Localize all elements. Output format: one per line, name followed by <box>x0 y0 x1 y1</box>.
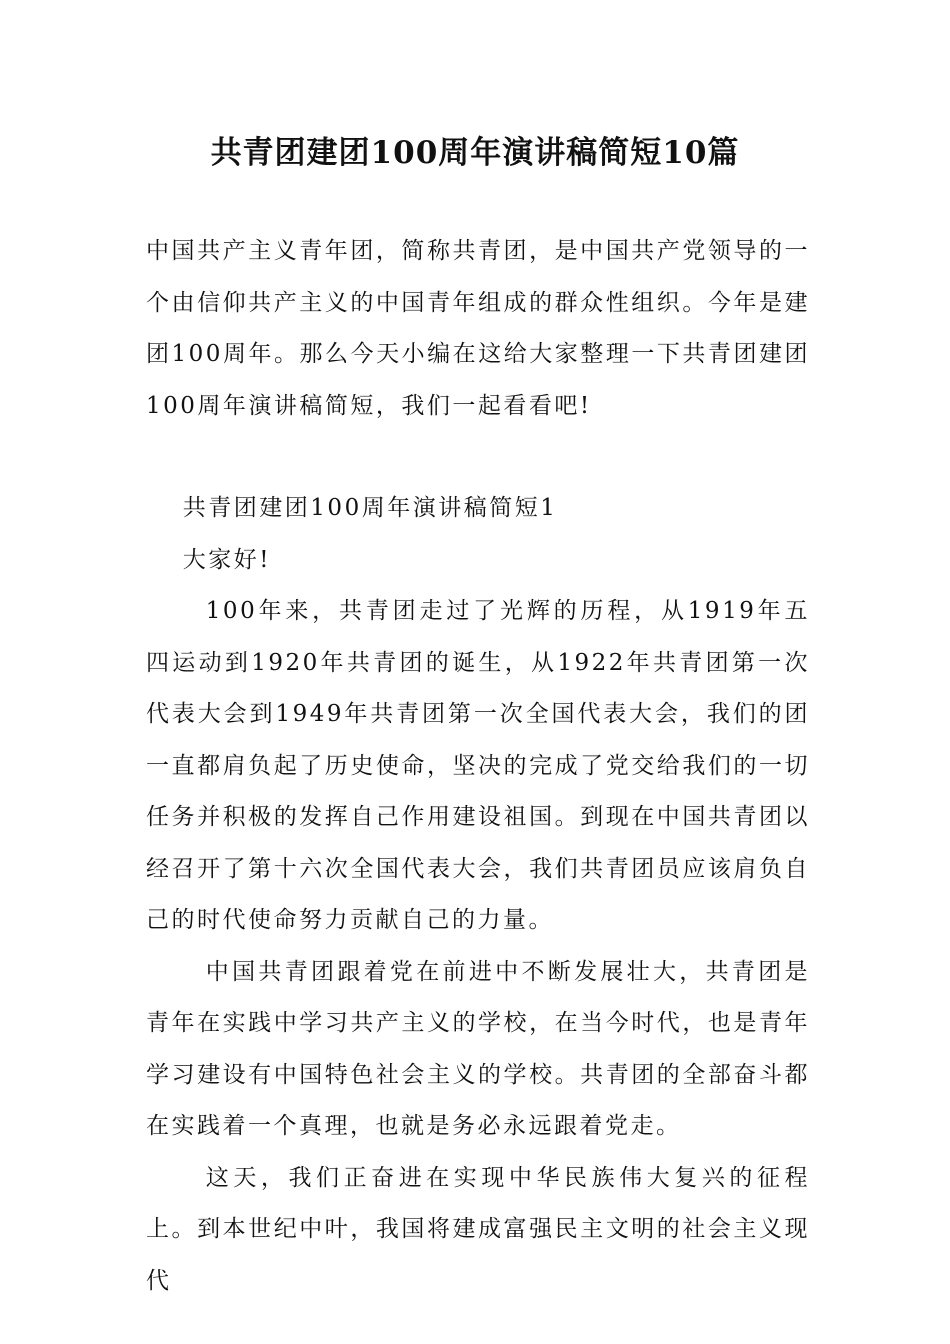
section-heading: 共青团建团100周年演讲稿简短1 <box>182 495 558 521</box>
intro-paragraph: 中国共产主义青年团，简称共青团，是中国共产党领导的一个由信仰共产主义的中国青年组成的群众性组织。今年是建团100周年。那么今天小编在这给大家整理一下共青团建团100周年演讲稿简短，我们一起看看吧! <box>146 238 810 419</box>
body-paragraph: 这天，我们正奋进在实现中华民族伟大复兴的征程上。到本世纪中叶，我国将建成富强民主文明的社会主义现代 <box>146 1164 810 1294</box>
document-body <box>146 226 810 1307</box>
body-paragraph: 100年来，共青团走过了光辉的历程，从1919年五四运动到1920年共青团的诞生，从1922年共青团第一次代表大会到1949年共青团第一次全国代表大会，我们的团一直都肩负起了历史使命，坚决的完成了党交给我们的一切任务并积极的发挥自己作用建设祖国。到现在中国共青团以经召开了第十六次全国代表大会，我们共青团员应该肩负自己的时代使命努力贡献自己的力量。 <box>146 598 810 933</box>
body-paragraph: 中国共青团跟着党在前进中不断发展壮大，共青团是青年在实践中学习共产主义的学校，在当今时代，也是青年学习建设有中国特色社会主义的学校。共青团的全部奋斗都在实践着一个真理，也就是务必永远跟着党走。 <box>146 958 810 1139</box>
document-title: 共青团建团100周年演讲稿简短10篇 <box>210 135 740 171</box>
greeting-paragraph: 大家好! <box>182 546 272 573</box>
